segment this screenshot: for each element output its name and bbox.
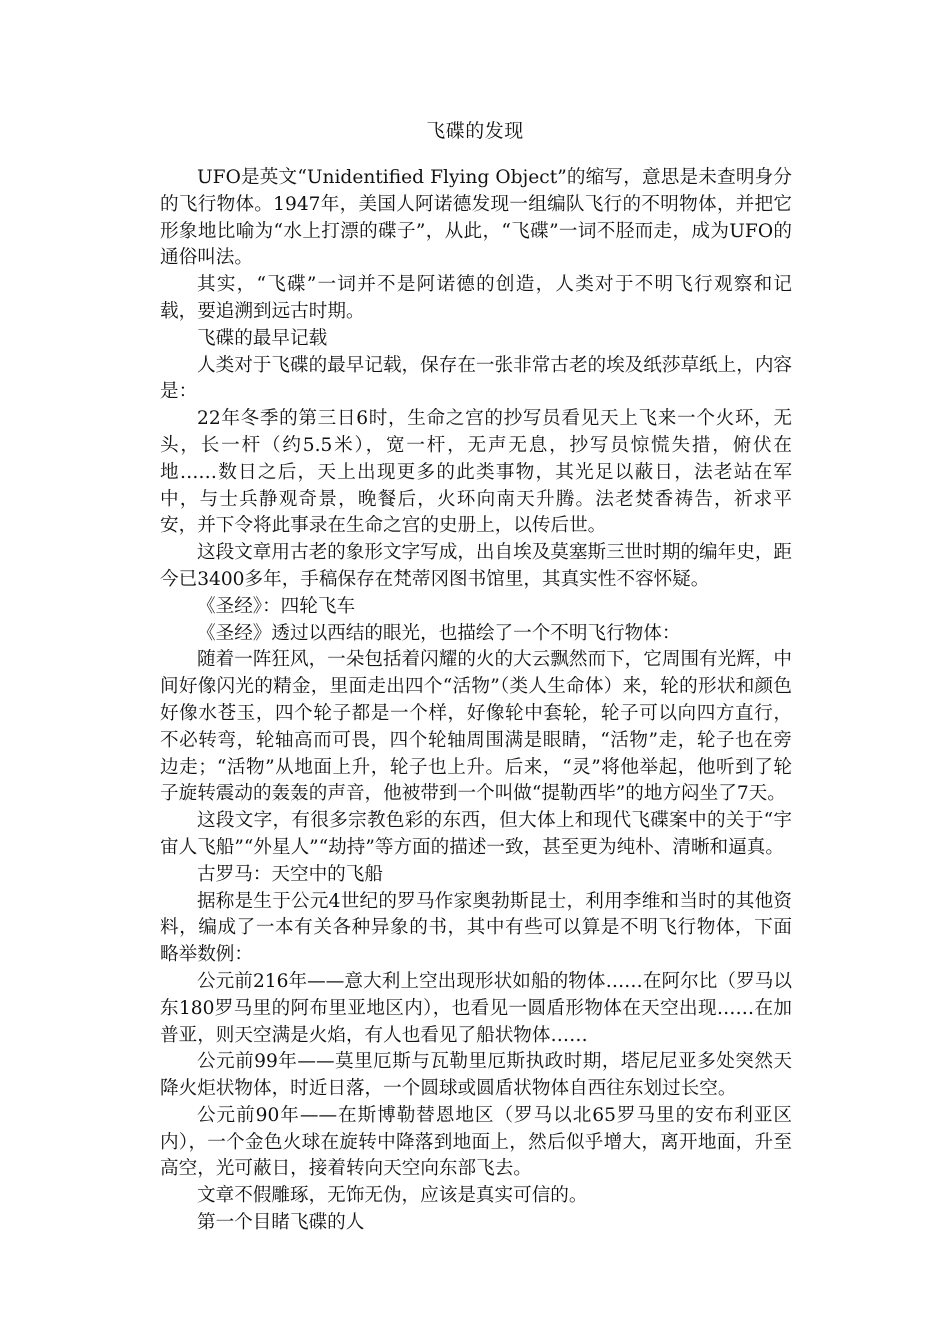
section-heading-earliest-record: 飞碟的最早记载 <box>197 327 328 349</box>
paragraph-rome-216bc: 公元前216年——意大利上空出现形状如船的物体……在阿尔比（罗马以东180罗马里的阿布里亚地区内），也看见一圆盾形物体在天空出现……在加普亚，则天空满是火焰，有人也看见了船状物体…… <box>160 970 792 1046</box>
section-heading-first-witness: 第一个目睹飞碟的人 <box>197 1212 365 1234</box>
paragraph-rome-90bc: 公元前90年——在斯博勒替恩地区（罗马以北65罗马里的安布利亚区内），一个金色火球在旋转中降落到地面上，然后似乎增大，离开地面，升至高空，光可蔽日，接着转向天空向东部飞去。 <box>160 1104 792 1180</box>
paragraph-rome-comment: 文章不假雕琢，无饰无伪，应该是真实可信的。 <box>197 1185 588 1207</box>
paragraph-bible-comment: 这段文字，有很多宗教色彩的东西，但大体上和现代飞碟案中的关于“宇宙人飞船”“外星人”“劫持”等方面的描述一致，甚至更为纯朴、清晰和逼真。 <box>160 810 792 858</box>
paragraph-rome-intro: 据称是生于公元4世纪的罗马作家奥勃斯昆士，利用李维和当时的其他资料，编成了一本有关各种异象的书，其中有些可以算是不明飞行物体，下面略举数例： <box>160 890 792 966</box>
document-body <box>160 165 792 1237</box>
section-heading-bible: 《圣经》：四轮飞车 <box>197 595 356 617</box>
section-heading-ancient-rome: 古罗马：天空中的飞船 <box>197 863 383 885</box>
document-title: 飞碟的发现 <box>426 120 524 142</box>
paragraph-bible-intro: 《圣经》透过以西结的眼光，也描绘了一个不明飞行物体： <box>197 622 681 644</box>
paragraph-ufo-definition: UFO是英文“Unidentified Flying Object”的缩写，意思是未查明身分的飞行物体。1947年，美国人阿诺德发现一组编队飞行的不明物体，并把它形象地比喻为“水上打漂的碟子”，从此，“飞碟”一词不胫而走，成为UFO的通俗叫法。 <box>160 167 792 269</box>
paragraph-papyrus-content: 22年冬季的第三日6时，生命之宫的抄写员看见天上飞来一个火环，无头，长一杆（约5.5米），宽一杆，无声无息，抄写员惊慌失措，俯伏在地……数日之后，天上出现更多的此类事物，其光足以蔽日，法老站在军中，与士兵静观奇景，晚餐后，火环向南天升腾。法老焚香祷告，祈求平安，并下令将此事录在生命之宫的史册上，以传后世。 <box>160 408 792 537</box>
paragraph-papyrus-source: 这段文章用古老的象形文字写成，出自埃及莫塞斯三世时期的编年史，距今已3400多年，手稿保存在梵蒂冈图书馆里，其真实性不容怀疑。 <box>160 542 793 590</box>
paragraph-origin-of-term: 其实，“飞碟”一词并不是阿诺德的创造，人类对于不明飞行观察和记载，要追溯到远古时期。 <box>160 274 792 322</box>
paragraph-bible-content: 随着一阵狂风，一朵包括着闪耀的火的大云飘然而下，它周围有光辉，中间好像闪光的精金，里面走出四个“活物”（类人生命体）来，轮的形状和颜色好像水苍玉，四个轮子都是一个样，好像轮中套轮，轮子可以向四方直行，不必转弯，轮轴高而可畏，四个轮轴周围满是眼睛，“活物”走，轮子也在旁边走；“活物”从地面上升，轮子也上升。后来，“灵”将他举起，他听到了轮子旋转震动的轰轰的声音，他被带到一个叫做“提勒西毕”的地方闷坐了7天。 <box>160 649 793 805</box>
paragraph-papyrus-intro: 人类对于飞碟的最早记载，保存在一张非常古老的埃及纸莎草纸上，内容是： <box>160 354 793 403</box>
paragraph-rome-99bc: 公元前99年——莫里厄斯与瓦勒里厄斯执政时期，塔尼尼亚多处突然天降火炬状物体，时近日落，一个圆球或圆盾状物体自西往东划过长空。 <box>160 1051 792 1100</box>
